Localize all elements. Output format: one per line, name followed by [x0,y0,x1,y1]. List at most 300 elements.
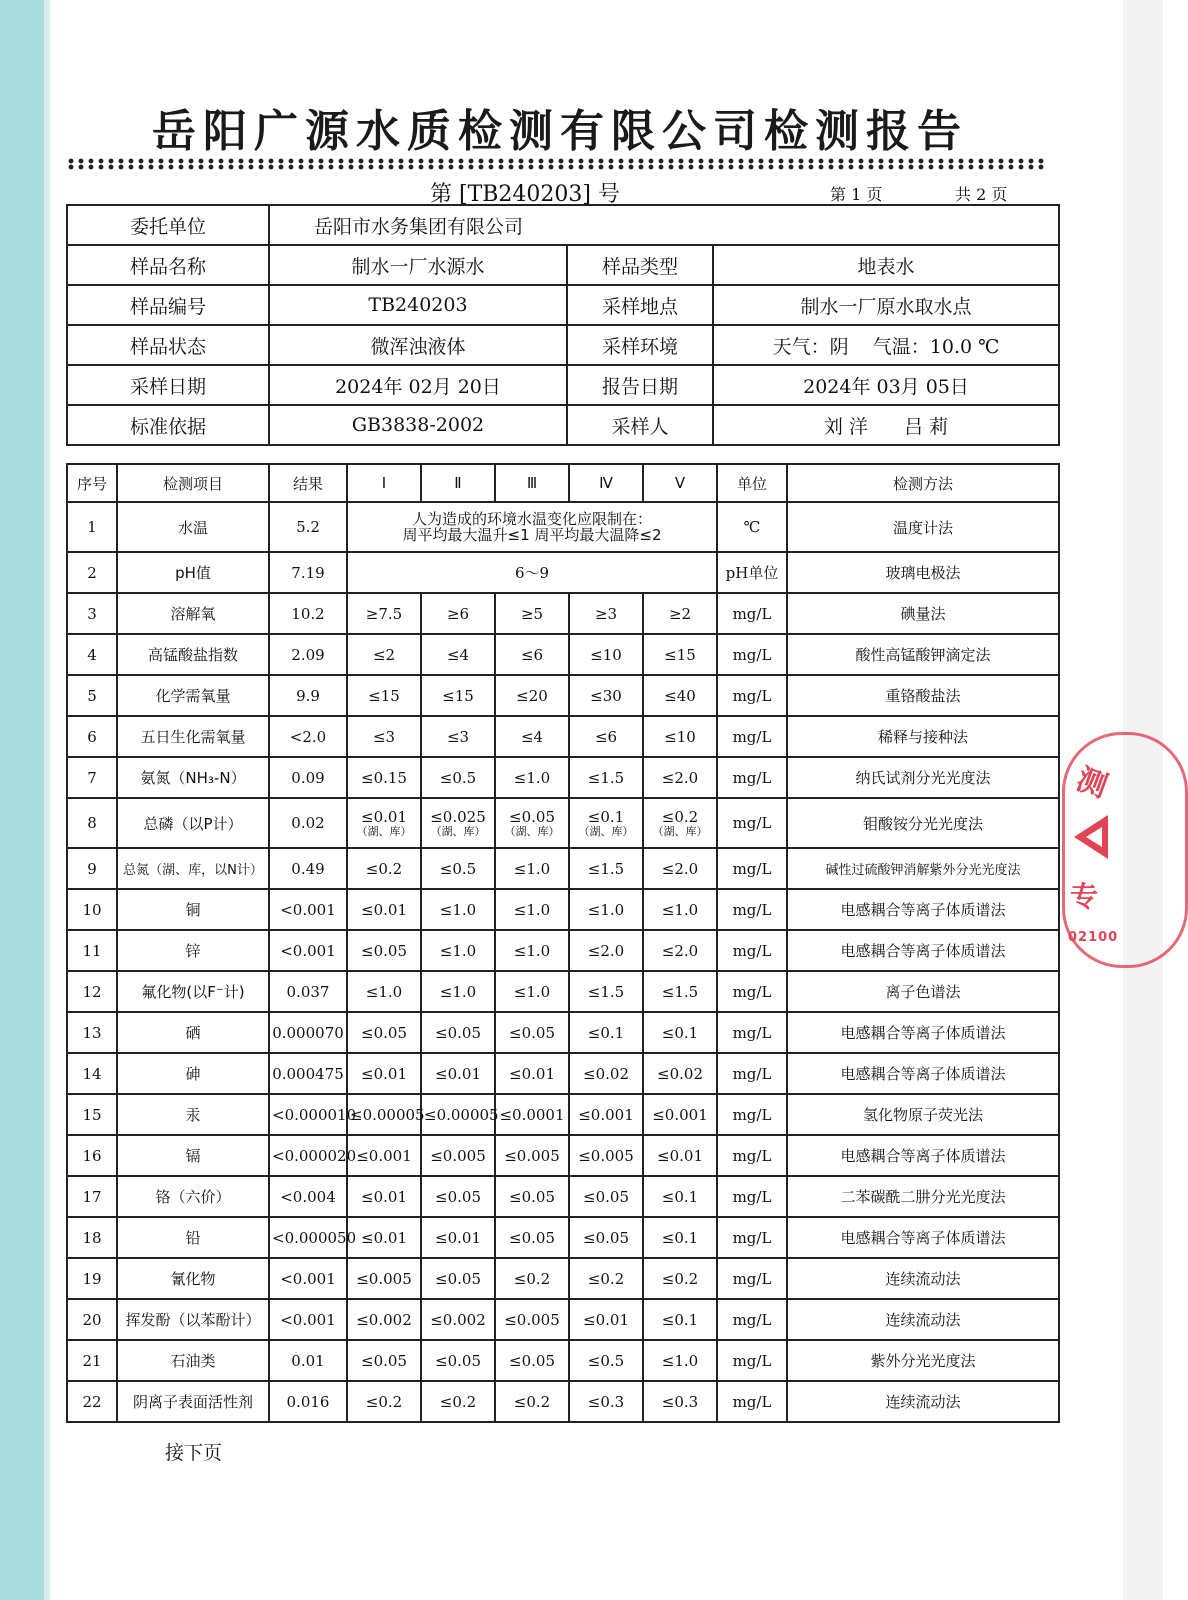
row-limit-class-4: ≤1.0 [569,889,643,930]
row-method: 电感耦合等离子体质谱法 [787,1053,1059,1094]
row-method: 电感耦合等离子体质谱法 [787,930,1059,971]
row-seq: 21 [67,1340,117,1381]
row-limit-class-5: ≥2 [643,593,717,634]
row-item: 铬（六价） [117,1176,269,1217]
row-seq: 4 [67,634,117,675]
row-limit-class-5: ≤1.0 [643,1340,717,1381]
row-item: 氨氮（NH₃-N） [117,757,269,798]
table-row [67,1340,1059,1381]
inspection-seal [1066,740,1126,960]
row-limit-class-1: ≤0.2 [347,1381,421,1422]
row-item: 镉 [117,1135,269,1176]
row-unit: mg/L [717,1135,787,1176]
table-row [67,593,1059,634]
sample-state-label: 样品状态 [67,325,269,365]
row-limit-class-3: ≤0.0001 [495,1094,569,1135]
row-limit-class-1: ≤0.005 [347,1258,421,1299]
table-row [67,502,1059,552]
row-limit-class-2 [421,798,495,848]
col-class-3: Ⅲ [495,464,569,502]
row-result: <2.0 [269,716,347,757]
row-limit-class-4: ≤0.001 [569,1094,643,1135]
client-value: 岳阳市水务集团有限公司 [269,205,1059,245]
row-item: 五日生化需氧量 [117,716,269,757]
row-result: 0.016 [269,1381,347,1422]
row-limit-class-1: ≤0.15 [347,757,421,798]
row-unit: mg/L [717,930,787,971]
row-unit: mg/L [717,1053,787,1094]
row-limit-class-1: ≤0.05 [347,930,421,971]
row-item: 挥发酚（以苯酚计） [117,1299,269,1340]
row-limit-class-3: ≤1.0 [495,889,569,930]
row-item: 化学需氧量 [117,675,269,716]
table-row [67,552,1059,593]
row-unit: mg/L [717,1340,787,1381]
limit-note-line-1: 人为造成的环境水温变化应限制在： [411,510,652,528]
row-method: 二苯碳酰二肼分光光度法 [787,1176,1059,1217]
row-seq: 17 [67,1176,117,1217]
row-result: 0.49 [269,848,347,889]
row-limit-class-1: ≤0.01 [347,1217,421,1258]
row-limit-class-3: ≤0.05 [495,1012,569,1053]
row-method: 紫外分光光度法 [787,1340,1059,1381]
row-limit-class-5: ≤0.1 [643,1299,717,1340]
row-limit-class-3: ≤0.05 [495,1340,569,1381]
row-limit-class-5: ≤0.2 [643,1258,717,1299]
row-limit-class-1: ≥7.5 [347,593,421,634]
row-seq: 12 [67,971,117,1012]
row-method: 温度计法 [787,502,1059,552]
row-limit-class-4: ≤1.5 [569,971,643,1012]
report-number: 第 [TB240203] 号 [430,182,620,207]
table-row [67,1012,1059,1053]
row-seq: 2 [67,552,117,593]
sample-no-label: 样品编号 [67,285,269,325]
row-limit-class-4: ≤10 [569,634,643,675]
row-seq: 15 [67,1094,117,1135]
seal-text-3: 02100 [1068,930,1119,945]
row-limit-note [347,502,717,552]
results-table [66,463,1060,1423]
row-limit-class-2: ≤0.002 [421,1299,495,1340]
sample-no-value: TB240203 [269,285,567,325]
row-limit-class-1: ≤0.01 [347,1053,421,1094]
row-limit-class-5: ≤0.1 [643,1012,717,1053]
row-item: 阴离子表面活性剂 [117,1381,269,1422]
row-limit-class-2: ≤1.0 [421,930,495,971]
table-row [67,1299,1059,1340]
col-seq: 序号 [67,464,117,502]
seal-text-2: 专 [1070,880,1099,913]
table-row [67,1381,1059,1422]
row-limit-class-1: ≤15 [347,675,421,716]
sample-type-value: 地表水 [713,245,1059,285]
row-limit-class-1: ≤0.05 [347,1012,421,1053]
table-row [67,675,1059,716]
row-limit-class-3: ≤0.05 [495,1176,569,1217]
row-result: <0.001 [269,1258,347,1299]
page-current: 第 1 页 [830,185,883,204]
row-limit-class-3: ≤0.2 [495,1258,569,1299]
table-row [67,889,1059,930]
sampling-env-label: 采样环境 [567,325,713,365]
row-limit-class-1: ≤0.001 [347,1135,421,1176]
row-limit-class-5: ≤10 [643,716,717,757]
row-item: 铅 [117,1217,269,1258]
row-limit-class-4: ≤0.1 [569,1012,643,1053]
row-method: 连续流动法 [787,1381,1059,1422]
row-limit-class-3: ≤0.05 [495,1217,569,1258]
row-limit-class-2: ≤0.05 [421,1012,495,1053]
table-row [67,798,1059,848]
row-limit-class-2: ≤0.05 [421,1340,495,1381]
row-unit: mg/L [717,593,787,634]
table-row [67,971,1059,1012]
client-label: 委托单位 [67,205,269,245]
col-item: 检测项目 [117,464,269,502]
report-date-value: 2024年 03月 05日 [713,365,1059,405]
limit-note-line-2: 周平均最大温升≤1 周平均最大温降≤2 [402,526,662,544]
row-limit-class-1: ≤0.2 [347,848,421,889]
row-limit-class-3 [495,798,569,848]
row-result: <0.001 [269,1299,347,1340]
row-limit-class-5: ≤15 [643,634,717,675]
table-row [67,1094,1059,1135]
row-limit-class-2: ≤0.005 [421,1135,495,1176]
row-result: 9.9 [269,675,347,716]
row-limit-class-1: ≤0.01 [347,1176,421,1217]
row-limit-class-5 [643,798,717,848]
col-class-1: Ⅰ [347,464,421,502]
limit-value: ≤0.025 [430,807,486,826]
sampling-date-label: 采样日期 [67,365,269,405]
row-limit-class-3: ≤0.005 [495,1299,569,1340]
row-limit-class-4: ≥3 [569,593,643,634]
table-row [67,716,1059,757]
limit-scope-note: （湖、库） [652,824,708,838]
row-unit: mg/L [717,1217,787,1258]
row-limit-class-4: ≤0.05 [569,1217,643,1258]
row-item: 汞 [117,1094,269,1135]
row-limit-class-4: ≤0.3 [569,1381,643,1422]
row-method: 电感耦合等离子体质谱法 [787,1217,1059,1258]
sampling-site-value: 制水一厂原水取水点 [713,285,1059,325]
row-result: 0.037 [269,971,347,1012]
row-result: 0.000070 [269,1012,347,1053]
limit-scope-note: （湖、库） [504,824,560,838]
row-seq: 22 [67,1381,117,1422]
row-unit: mg/L [717,1299,787,1340]
row-unit: mg/L [717,889,787,930]
row-limit-class-5: ≤1.0 [643,889,717,930]
row-result: 0.01 [269,1340,347,1381]
row-result: 0.02 [269,798,347,848]
row-limit-class-2: ≤15 [421,675,495,716]
row-limit-class-2: ≤0.05 [421,1176,495,1217]
row-result: 2.09 [269,634,347,675]
sample-type-label: 样品类型 [567,245,713,285]
row-result: <0.000050 [269,1217,347,1258]
row-result: 7.19 [269,552,347,593]
row-limit-class-3: ≥5 [495,593,569,634]
page-total: 共 2 页 [955,185,1008,204]
row-method: 电感耦合等离子体质谱法 [787,1012,1059,1053]
row-limit-class-2: ≤0.01 [421,1053,495,1094]
limit-value: ≤0.05 [509,807,555,826]
row-limit-class-3: ≤20 [495,675,569,716]
row-limit-class-5: ≤40 [643,675,717,716]
row-limit-class-4: ≤1.5 [569,848,643,889]
limit-value: ≤0.01 [361,807,407,826]
limit-scope-note: （湖、库） [430,824,486,838]
row-limit-class-5: ≤2.0 [643,930,717,971]
row-limit-class-4: ≤0.02 [569,1053,643,1094]
row-limit-class-2: ≤1.0 [421,971,495,1012]
row-method: 连续流动法 [787,1299,1059,1340]
row-limit-range: 6～9 [347,552,717,593]
row-item: 硒 [117,1012,269,1053]
row-limit-class-2: ≥6 [421,593,495,634]
sampling-env-value: 天气：阴 气温：10.0 ℃ [713,325,1059,365]
row-limit-class-4: ≤0.5 [569,1340,643,1381]
row-method: 连续流动法 [787,1258,1059,1299]
row-limit-class-4: ≤0.005 [569,1135,643,1176]
standard-value: GB3838-2002 [269,405,567,445]
row-method: 钼酸铵分光光度法 [787,798,1059,848]
row-method: 碘量法 [787,593,1059,634]
row-seq: 7 [67,757,117,798]
row-limit-class-5: ≤0.02 [643,1053,717,1094]
row-item: 石油类 [117,1340,269,1381]
row-limit-class-3: ≤1.0 [495,930,569,971]
row-item: 锌 [117,930,269,971]
row-seq: 3 [67,593,117,634]
row-limit-class-3: ≤0.005 [495,1135,569,1176]
row-unit: mg/L [717,675,787,716]
row-limit-class-5: ≤0.3 [643,1381,717,1422]
row-limit-class-5: ≤1.5 [643,971,717,1012]
sample-info-table [66,204,1060,446]
sampler-label: 采样人 [567,405,713,445]
info-row-dates [67,365,1059,405]
row-limit-class-1: ≤2 [347,634,421,675]
row-unit: mg/L [717,757,787,798]
row-method: 离子色谱法 [787,971,1059,1012]
row-seq: 14 [67,1053,117,1094]
row-limit-class-1: ≤0.002 [347,1299,421,1340]
row-limit-class-3: ≤4 [495,716,569,757]
row-item: 氟化物(以F⁻计) [117,971,269,1012]
row-limit-class-5: ≤0.001 [643,1094,717,1135]
sampling-date-value: 2024年 02月 20日 [269,365,567,405]
row-method: 碱性过硫酸钾消解紫外分光光度法 [787,848,1059,889]
row-limit-class-3: ≤0.01 [495,1053,569,1094]
row-limit-class-2: ≤0.01 [421,1217,495,1258]
row-seq: 10 [67,889,117,930]
row-limit-class-5: ≤0.1 [643,1176,717,1217]
table-row [67,757,1059,798]
row-seq: 18 [67,1217,117,1258]
row-unit: mg/L [717,971,787,1012]
info-row-sample-name [67,245,1059,285]
table-row [67,1135,1059,1176]
row-method: 纳氏试剂分光光度法 [787,757,1059,798]
row-limit-class-4: ≤0.2 [569,1258,643,1299]
row-unit: mg/L [717,848,787,889]
seal-arrow-inner [1086,827,1102,847]
row-method: 氢化物原子荧光法 [787,1094,1059,1135]
row-seq: 11 [67,930,117,971]
table-row [67,930,1059,971]
row-limit-class-2: ≤3 [421,716,495,757]
row-method: 玻璃电极法 [787,552,1059,593]
left-binding-strip [0,0,44,1600]
row-limit-class-1: ≤1.0 [347,971,421,1012]
continue-next-page: 接下页 [165,1442,223,1464]
results-header-row [67,464,1059,502]
row-limit-class-3: ≤0.2 [495,1381,569,1422]
table-row [67,1258,1059,1299]
row-unit: mg/L [717,1381,787,1422]
row-limit-class-1: ≤3 [347,716,421,757]
row-item: 总氮（湖、库，以N计） [117,848,269,889]
row-limit-class-2: ≤0.5 [421,848,495,889]
row-method: 稀释与接种法 [787,716,1059,757]
row-item: 砷 [117,1053,269,1094]
info-row-client [67,205,1059,245]
standard-label: 标准依据 [67,405,269,445]
row-limit-class-5: ≤0.01 [643,1135,717,1176]
row-result: <0.004 [269,1176,347,1217]
row-limit-class-4: ≤0.01 [569,1299,643,1340]
row-limit-class-3: ≤1.0 [495,757,569,798]
row-seq: 6 [67,716,117,757]
limit-value: ≤0.2 [661,807,699,826]
left-binding-edge [44,0,50,1600]
row-limit-class-3: ≤6 [495,634,569,675]
row-limit-class-4: ≤2.0 [569,930,643,971]
seal-text-1: 测 [1071,761,1112,805]
row-limit-class-5: ≤2.0 [643,757,717,798]
sample-name-label: 样品名称 [67,245,269,285]
row-item: 溶解氧 [117,593,269,634]
row-unit: mg/L [717,716,787,757]
sampler-value: 刘 洋 吕 莉 [713,405,1059,445]
row-item: 总磷（以P计） [117,798,269,848]
row-method: 电感耦合等离子体质谱法 [787,1135,1059,1176]
row-seq: 19 [67,1258,117,1299]
row-limit-class-2: ≤0.5 [421,757,495,798]
row-limit-class-2: ≤4 [421,634,495,675]
row-limit-class-2: ≤0.2 [421,1381,495,1422]
row-result: <0.001 [269,930,347,971]
row-seq: 20 [67,1299,117,1340]
row-seq: 13 [67,1012,117,1053]
sample-state-value: 微浑浊液体 [269,325,567,365]
row-unit: mg/L [717,1258,787,1299]
row-seq: 8 [67,798,117,848]
row-seq: 16 [67,1135,117,1176]
row-item: 铜 [117,889,269,930]
row-limit-class-1: ≤0.01 [347,889,421,930]
table-row [67,848,1059,889]
table-row [67,634,1059,675]
row-unit: pH单位 [717,552,787,593]
report-date-label: 报告日期 [567,365,713,405]
row-seq: 9 [67,848,117,889]
row-limit-class-4: ≤6 [569,716,643,757]
row-limit-class-1 [347,798,421,848]
row-unit: mg/L [717,1094,787,1135]
sample-name-value: 制水一厂水源水 [269,245,567,285]
sampling-site-label: 采样地点 [567,285,713,325]
row-result: 10.2 [269,593,347,634]
row-unit: mg/L [717,1176,787,1217]
info-row-sample-no [67,285,1059,325]
row-unit: ℃ [717,502,787,552]
row-limit-class-5: ≤2.0 [643,848,717,889]
limit-scope-note: （湖、库） [578,824,634,838]
row-limit-class-4: ≤0.05 [569,1176,643,1217]
col-unit: 单位 [717,464,787,502]
row-item: 高锰酸盐指数 [117,634,269,675]
row-limit-class-4: ≤1.5 [569,757,643,798]
row-limit-class-5: ≤0.1 [643,1217,717,1258]
row-limit-class-1: ≤0.00005 [347,1094,421,1135]
row-limit-class-1: ≤0.05 [347,1340,421,1381]
row-item: 氰化物 [117,1258,269,1299]
col-method: 检测方法 [787,464,1059,502]
table-row [67,1217,1059,1258]
row-limit-class-3: ≤1.0 [495,848,569,889]
col-class-4: Ⅳ [569,464,643,502]
row-result: 5.2 [269,502,347,552]
title-divider-dots-2 [66,164,1046,176]
limit-scope-note: （湖、库） [356,824,412,838]
row-method: 重铬酸盐法 [787,675,1059,716]
col-class-2: Ⅱ [421,464,495,502]
col-result: 结果 [269,464,347,502]
row-item: pH值 [117,552,269,593]
row-limit-class-4 [569,798,643,848]
info-row-standard [67,405,1059,445]
row-result: <0.000020 [269,1135,347,1176]
row-method: 酸性高锰酸钾滴定法 [787,634,1059,675]
info-row-sample-state [67,325,1059,365]
table-row [67,1053,1059,1094]
row-limit-class-2: ≤0.05 [421,1258,495,1299]
col-class-5: Ⅴ [643,464,717,502]
row-limit-class-4: ≤30 [569,675,643,716]
row-limit-class-2: ≤1.0 [421,889,495,930]
row-unit: mg/L [717,634,787,675]
row-limit-class-2: ≤0.00005 [421,1094,495,1135]
report-title: 岳阳广源水质检测有限公司检测报告 [152,106,968,157]
table-row [67,1176,1059,1217]
row-result: <0.001 [269,889,347,930]
row-unit: mg/L [717,1012,787,1053]
row-seq: 5 [67,675,117,716]
row-unit: mg/L [717,798,787,848]
row-method: 电感耦合等离子体质谱法 [787,889,1059,930]
row-item: 水温 [117,502,269,552]
row-result: 0.000475 [269,1053,347,1094]
row-result: <0.000010 [269,1094,347,1135]
row-limit-class-3: ≤1.0 [495,971,569,1012]
row-seq: 1 [67,502,117,552]
row-result: 0.09 [269,757,347,798]
limit-value: ≤0.1 [587,807,625,826]
